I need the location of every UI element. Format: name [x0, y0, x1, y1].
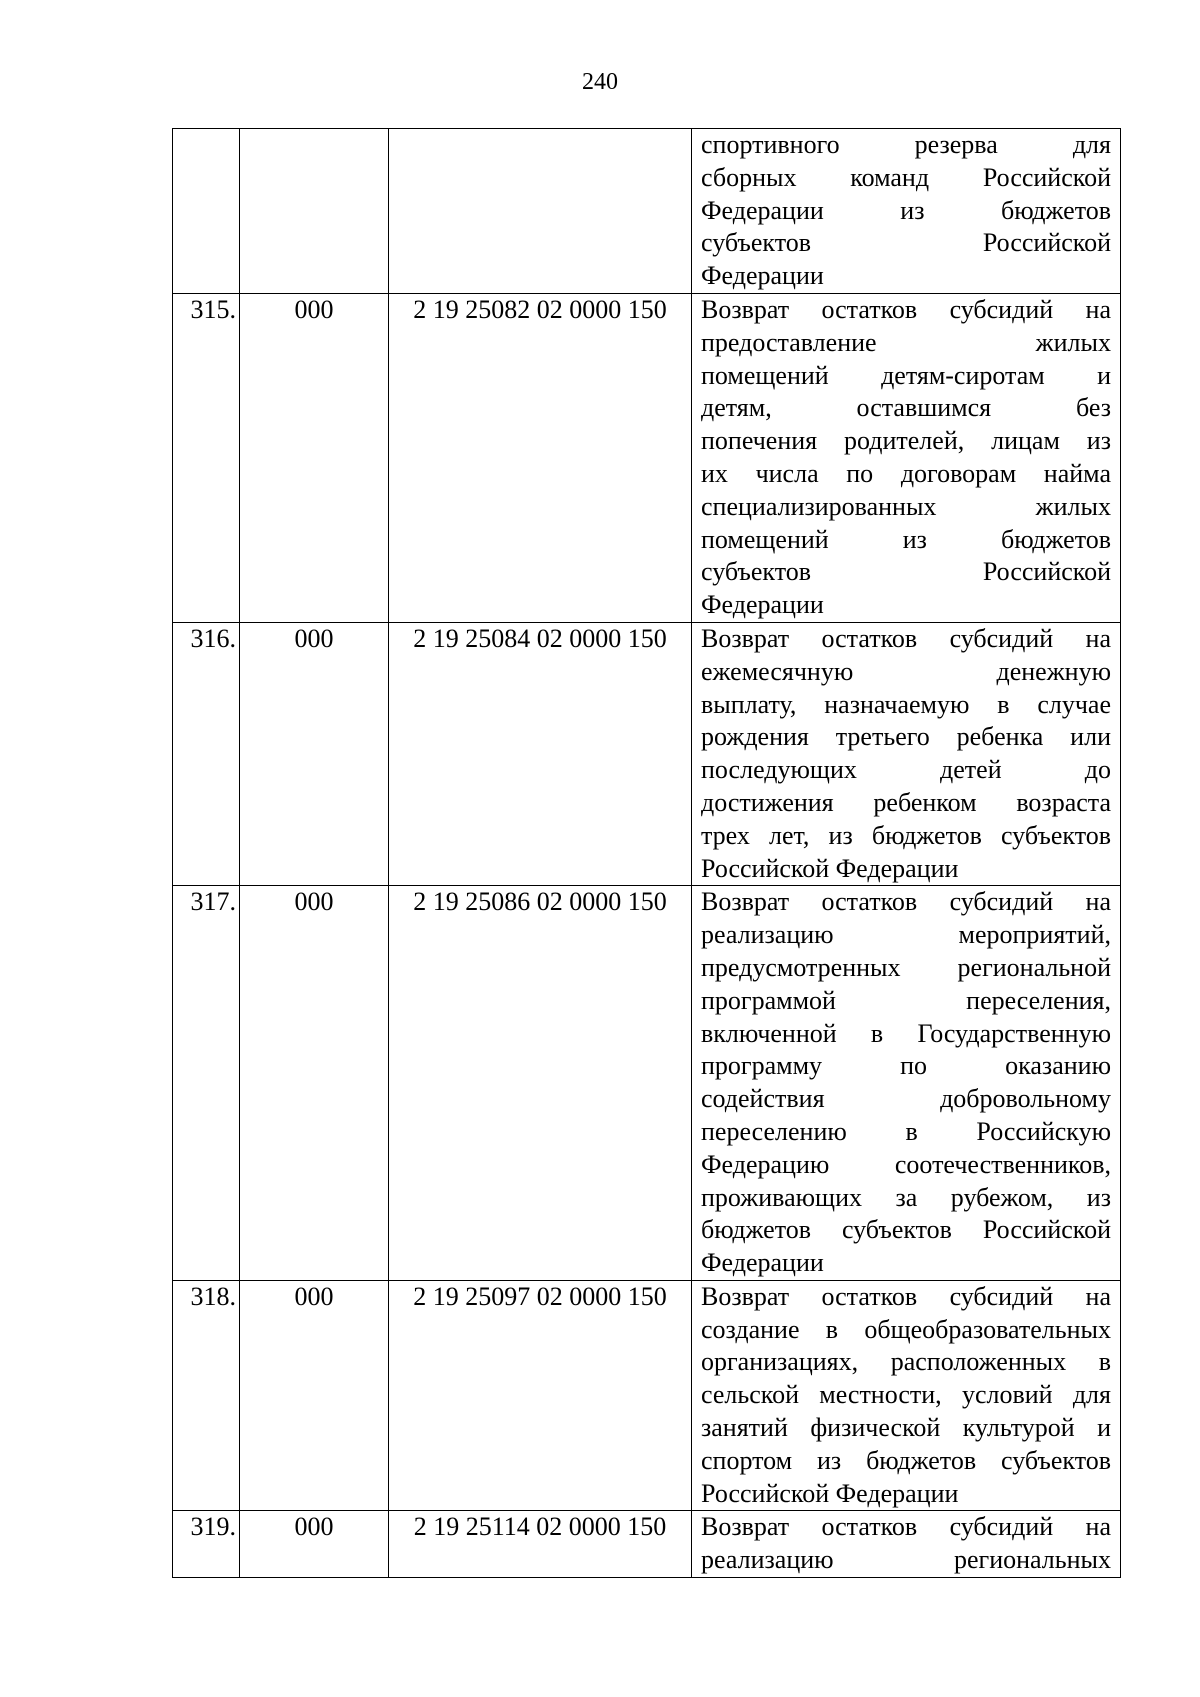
description-line: детям, оставшимся без: [701, 393, 1111, 423]
administrator-code-cell: 000: [240, 886, 389, 1281]
description-line: программой переселения,: [701, 985, 1111, 1015]
description-line: Российской Федерации: [701, 853, 959, 883]
row-number-cell: 319.: [173, 1511, 240, 1578]
description-line: попечения родителей, лицам из: [701, 426, 1111, 456]
description-line: Российской Федерации: [701, 1478, 959, 1508]
table-row: [173, 129, 1121, 294]
description-line: организациях, расположенных в: [701, 1347, 1111, 1377]
table-row: [173, 1280, 1121, 1511]
description-line: предоставление жилых: [701, 327, 1111, 357]
description-line: проживающих за рубежом, из: [701, 1182, 1111, 1212]
description-line: предусмотренных региональной: [701, 952, 1111, 982]
administrator-code-cell: 000: [240, 1280, 389, 1511]
administrator-code-cell: 000: [240, 622, 389, 885]
budget-codes-table: [172, 128, 1121, 1578]
description-line: включенной в Государственную: [701, 1018, 1111, 1048]
description-line: реализацию региональных: [701, 1545, 1111, 1575]
description-line: помещений детям-сиротам и: [701, 360, 1111, 390]
description-line: Возврат остатков субсидий на: [701, 294, 1111, 324]
description-line: выплату, назначаемую в случае: [701, 689, 1111, 719]
description-line: Федерации: [701, 1248, 824, 1278]
description-line: специализированных жилых: [701, 491, 1111, 521]
description-line: бюджетов субъектов Российской: [701, 1215, 1111, 1245]
budget-classification-code-cell: 2 19 25084 02 0000 150: [389, 622, 692, 885]
budget-classification-code-cell: 2 19 25086 02 0000 150: [389, 886, 692, 1281]
page-number: 240: [582, 69, 618, 95]
description-line: достижения ребенком возраста: [701, 787, 1111, 817]
row-number-cell: 316.: [173, 622, 240, 885]
income-description-cell: [692, 622, 1121, 885]
administrator-code-cell: 000: [240, 293, 389, 622]
description-line: Возврат остатков субсидий на: [701, 1281, 1111, 1311]
description-line: реализацию мероприятий,: [701, 920, 1111, 950]
description-line: занятий физической культурой и: [701, 1413, 1111, 1443]
income-description-cell: [692, 293, 1121, 622]
table-row: [173, 886, 1121, 1281]
row-number-cell: 318.: [173, 1280, 240, 1511]
table-row: [173, 293, 1121, 622]
description-line: содействия добровольному: [701, 1084, 1111, 1114]
description-line: Федерации: [701, 261, 824, 291]
budget-classification-code-cell: 2 19 25082 02 0000 150: [389, 293, 692, 622]
description-line: Возврат остатков субсидий на: [701, 1512, 1111, 1542]
description-line: переселению в Российскую: [701, 1116, 1111, 1146]
description-line: создание в общеобразовательных: [701, 1314, 1111, 1344]
income-description-cell: [692, 886, 1121, 1281]
income-description-cell: [692, 1280, 1121, 1511]
description-line: последующих детей до: [701, 755, 1111, 785]
description-line: их числа по договорам найма: [701, 458, 1111, 488]
description-line: субъектов Российской: [701, 228, 1111, 258]
description-line: Возврат остатков субсидий на: [701, 887, 1111, 917]
income-description-cell: [692, 1511, 1121, 1578]
budget-classification-code-cell: 2 19 25097 02 0000 150: [389, 1280, 692, 1511]
description-line: ежемесячную денежную: [701, 656, 1111, 686]
description-line: спортивного резерва для: [701, 130, 1111, 159]
description-line: субъектов Российской: [701, 557, 1111, 587]
description-line: трех лет, из бюджетов субъектов: [701, 820, 1111, 850]
description-line: Федерации: [701, 590, 824, 620]
description-line: Федерации из бюджетов: [701, 195, 1111, 225]
description-line: Возврат остатков субсидий на: [701, 623, 1111, 653]
description-line: сборных команд Российской: [701, 162, 1111, 192]
description-line: сельской местности, условий для: [701, 1380, 1111, 1410]
description-line: программу по оказанию: [701, 1051, 1111, 1081]
description-line: рождения третьего ребенка или: [701, 722, 1111, 752]
row-number-cell: 317.: [173, 886, 240, 1281]
administrator-code-cell: 000: [240, 1511, 389, 1578]
description-line: спортом из бюджетов субъектов: [701, 1445, 1111, 1475]
description-line: помещений из бюджетов: [701, 524, 1111, 554]
budget-classification-code-cell: [389, 129, 692, 294]
row-number-cell: 315.: [173, 293, 240, 622]
administrator-code-cell: [240, 129, 389, 294]
budget-classification-code-cell: 2 19 25114 02 0000 150: [389, 1511, 692, 1578]
description-line: Федерацию соотечественников,: [701, 1149, 1111, 1179]
table-row: [173, 1511, 1121, 1578]
row-number-cell: [173, 129, 240, 294]
table-row: [173, 622, 1121, 885]
income-description-cell: [692, 129, 1121, 294]
